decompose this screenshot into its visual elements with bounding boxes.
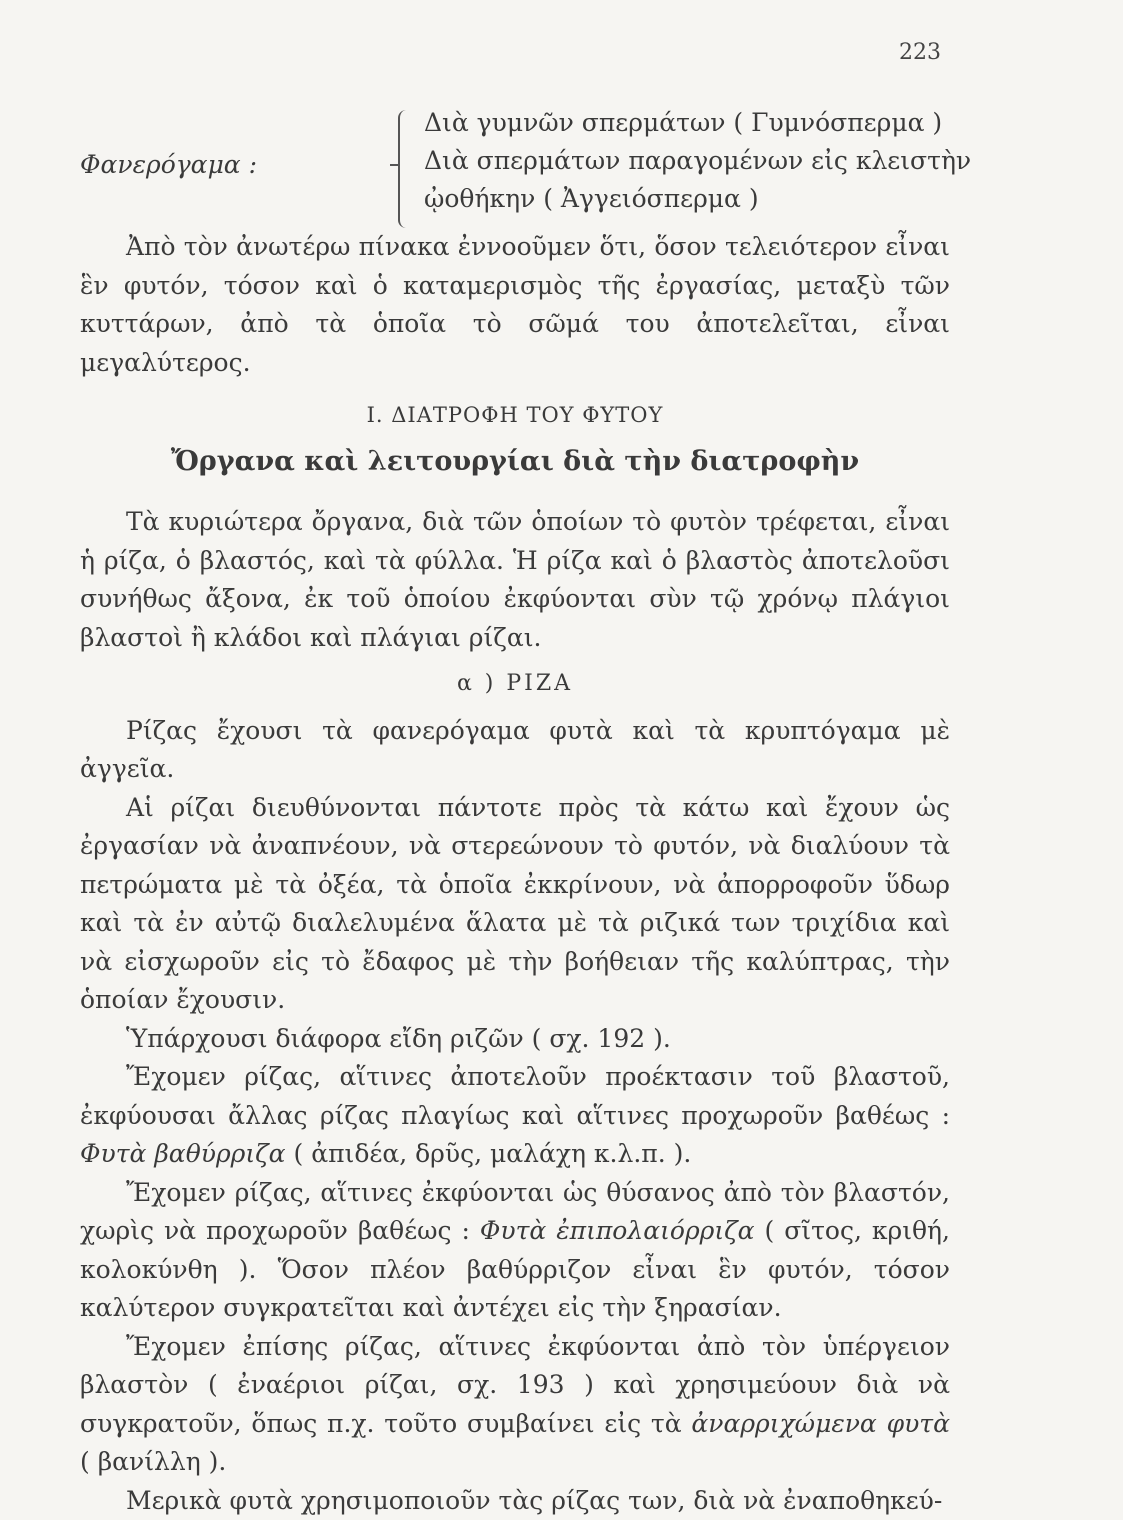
root-heading: α ) ΡΙΖΑ <box>80 665 950 704</box>
paragraph: Αἱ ρίζαι διευθύνονται πάντοτε πρὸς τὰ κάτω καὶ ἔχουν ὡς ἐργασίαν νὰ ἀναπνέουν, νὰ στερεώνουν τὸ φυτόν, νὰ διαλύουν τὰ πετρώματα μὲ τὰ ὀξέα, τὰ ὁποῖα ἐκκρίνουν, νὰ ἀπορροφοῦν ὕδωρ καὶ τὰ ἐν αὐτῷ διαλελυμένα ἅλατα μὲ τὰ ριζικά των τριχίδια καὶ νὰ εἰσχωροῦν εἰς τὸ ἔδαφος μὲ τὴν βοήθειαν τῆς καλύπτρας, τὴν ὁποίαν ἔχουσιν. <box>80 789 950 1020</box>
paragraph: Ρίζας ἔχουσι τὰ φανερόγαμα φυτὰ καὶ τὰ κρυπτόγαμα μὲ ἀγγεῖα. <box>80 712 950 789</box>
text-run: Ἔχομεν ἐπίσης ρίζας, αἵτινες ἐκφύονται ἀπὸ τὸν ὑπέργειον βλαστὸν ( ἐναέριοι ρίζαι, σχ. 193 ) καὶ χρησιμεύουν διὰ νὰ συγκρατοῦν, ὅπως π.χ. τοῦτο συμβαίνει εἰς τὰ <box>80 1332 950 1438</box>
text-run: Ἔχομεν ρίζας, αἵτινες ἀποτελοῦν προέκτασιν τοῦ βλαστοῦ, ἐκφύουσαι ἄλλας ρίζας πλαγίως καὶ αἵτινες προχωροῦν βαθέως : <box>80 1062 950 1130</box>
section-title: Ι. ΔΙΑΤΡΟΦΗ ΤΟΥ ΦΥΤΟΥ <box>80 396 950 435</box>
page-number: 223 <box>899 40 941 65</box>
italic-term: Φυτὰ ἐπιπολαιόρριζα <box>480 1216 755 1245</box>
classification-table <box>80 100 980 230</box>
subsection-title: Ὄργανα καὶ λειτουργίαι διὰ τὴν διατροφὴν <box>80 443 950 482</box>
paragraph: Μερικὰ φυτὰ χρησιμοποιοῦν τὰς ρίζας των, διὰ νὰ ἐναποθηκεύ- <box>80 1482 950 1520</box>
brace <box>398 110 410 228</box>
text-run: ( σῖτος, κριθή, κολοκύνθη ). Ὅσον πλέον βαθύρριζον εἶναι ἓν φυτόν, τόσον καλύτερον συγκρατεῖται καὶ ἀντέχει εἰς τὴν ξηρασίαν. <box>80 1216 950 1322</box>
classification-items <box>424 104 971 218</box>
italic-term: Φυτὰ βαθύρριζα <box>80 1139 286 1168</box>
paragraph <box>80 1174 950 1328</box>
classification-label: Φανερόγαμα : <box>80 150 257 179</box>
text-run: ( ἀπιδέα, δρῦς, μαλάχη κ.λ.π. ). <box>294 1139 692 1168</box>
paragraph <box>80 1328 950 1482</box>
classification-item: ᾠοθήκην ( Ἀγγειόσπερμα ) <box>424 180 971 218</box>
paragraph: Ὑπάρχουσι διάφορα εἴδη ριζῶν ( σχ. 192 ). <box>80 1020 950 1059</box>
paragraph <box>80 1058 950 1174</box>
organs-paragraph: Τὰ κυριώτερα ὄργανα, διὰ τῶν ὁποίων τὸ φυτὸν τρέφεται, εἶναι ἡ ρίζα, ὁ βλαστός, καὶ τὰ φύλλα. Ἡ ρίζα καὶ ὁ βλαστὸς ἀποτελοῦσι συνήθως ἄξονα, ἐκ τοῦ ὁποίου ἐκφύονται σὺν τῷ χρόνῳ πλάγιοι βλαστοὶ ἢ κλάδοι καὶ πλάγιαι ρίζαι. <box>80 503 950 657</box>
classification-item: Διὰ γυμνῶν σπερμάτων ( Γυμνόσπερμα ) <box>424 104 971 142</box>
text-run: Ἔχομεν ρίζας, αἵτινες ἐκφύονται ὡς θύσανος ἀπὸ τὸν βλαστόν, χωρὶς νὰ προχωροῦν βαθέως : <box>80 1178 950 1246</box>
classification-item: Διὰ σπερμάτων παραγομένων εἰς κλειστὴν <box>424 142 971 180</box>
page-body <box>80 228 950 1520</box>
italic-term: ἀναρριχώμενα φυτὰ <box>691 1409 950 1438</box>
intro-paragraph: Ἀπὸ τὸν ἀνωτέρω πίνακα ἐννοοῦμεν ὅτι, ὅσον τελειότερον εἶναι ἓν φυτόν, τόσον καὶ ὁ καταμερισμὸς τῆς ἐργασίας, μεταξὺ τῶν κυττάρων, ἀπὸ τὰ ὁποῖα τὸ σῶμά του ἀποτελεῖται, εἶναι μεγαλύτερος. <box>80 228 950 382</box>
text-run: ( βανίλλη ). <box>80 1447 226 1476</box>
